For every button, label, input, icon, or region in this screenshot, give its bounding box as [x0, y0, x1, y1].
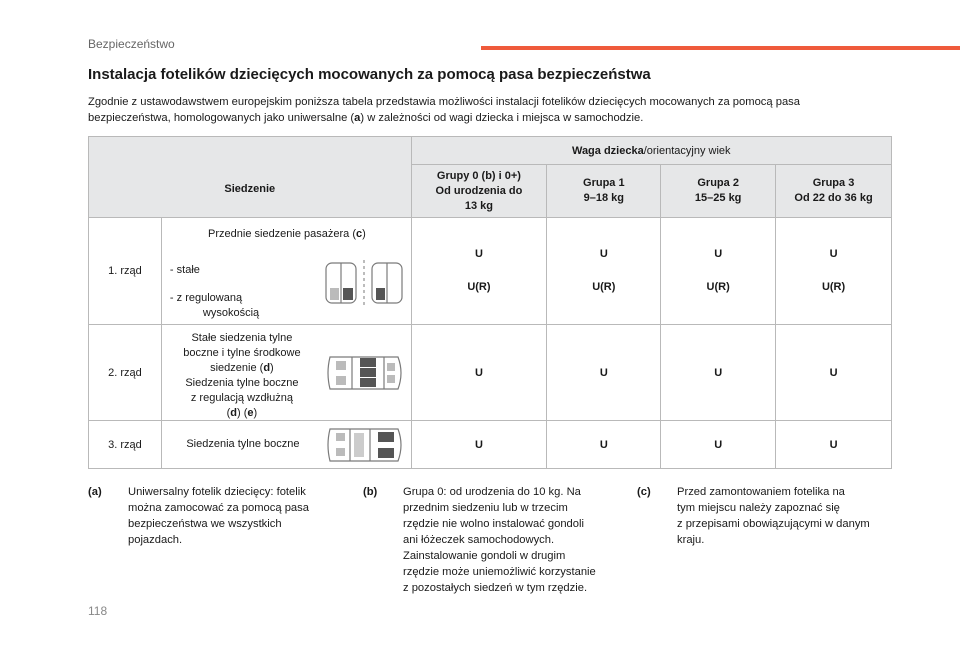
value-cell [547, 218, 661, 325]
seat-desc-line-2: boczne i tylne środkowe [183, 347, 301, 359]
group-0-line-3: 13 kg [464, 199, 494, 212]
row-label: 1. rząd [89, 218, 162, 325]
value-u: U [829, 248, 838, 260]
seat-desc-line-6: (d) (e) [226, 407, 258, 419]
group-header-1 [547, 165, 661, 218]
page-number: 118 [88, 604, 108, 618]
weight-header-bold: Waga dziecka [571, 144, 644, 157]
intro-key-a: a [354, 112, 361, 124]
seat-cell-third-row [161, 421, 411, 469]
value-ur: U(R) [592, 281, 616, 293]
group-1-line-2: 9–18 kg [583, 192, 624, 204]
seat-cell-second-row [161, 325, 411, 421]
value-cell: U [411, 421, 547, 469]
group-0-line-1: Grupy 0 (b) i 0+) [436, 169, 521, 182]
group-3-line-1: Grupa 3 [812, 177, 855, 189]
group-2-line-2: 15–25 kg [694, 192, 742, 204]
key-d: d [230, 407, 238, 419]
footnote-text: Uniwersalny fotelik dziecięcy: fotelik można zamocować za pomocą pasa bezpieczeństwa we wszystkich pojazdach. [128, 486, 309, 546]
value-ur: U(R) [821, 281, 846, 293]
value-cell: U [547, 325, 661, 421]
intro-line-1: Zgodnie z ustawodawstwem europejskim poniższa tabela przedstawia możliwości instalacji fotelików dziecięcych mocowanych za pomocą pasa [88, 96, 800, 108]
row-label: 2. rząd [89, 325, 162, 421]
seat-description: Siedzenia tylne boczne [186, 438, 300, 450]
footnote-text: Grupa 0: od urodzenia do 10 kg. Na przednim siedzeniu lub w trzecim rzędzie nie wolno instalować gondoli ani łóżeczek samochodowych. Zainstalowanie gondoli w drugim rzędzie może uniemożliwić korzystanie z pozostałych siedzeń w tym rzędzie. [403, 486, 596, 594]
value-cell: U [411, 325, 547, 421]
group-header-3 [776, 165, 892, 218]
table-row [89, 325, 892, 421]
car-second-row-icon [324, 351, 406, 395]
section-label: Bezpieczeństwo [88, 37, 175, 51]
footnote-key: (a) [88, 486, 102, 498]
child-seat-table [88, 136, 892, 469]
intro-line-2a: bezpieczeństwa, homologowanych jako uniwersalne ( [88, 112, 355, 124]
seat-desc-line-4: Siedzenia tylne boczne [185, 377, 299, 389]
value-cell [411, 218, 547, 325]
table-row [89, 218, 892, 325]
seat-option-adjustable-2: wysokością [202, 307, 260, 319]
group-1-line-1: Grupa 1 [583, 177, 625, 189]
value-u: U [714, 248, 723, 260]
weight-header-rest: /orientacyjny wiek [643, 144, 731, 157]
weight-header [411, 137, 891, 165]
seat-desc-line-5: z regulacją wzdłużną [190, 392, 293, 404]
group-0-line-2: Od urodzenia do [435, 184, 523, 197]
value-ur: U(R) [467, 281, 491, 293]
value-cell: U [661, 421, 776, 469]
footnote-text: Przed zamontowaniem fotelika na tym miejscu należy zapoznać się z przepisami obowiązującymi w danym kraju. [677, 486, 870, 546]
group-header-0 [411, 165, 547, 218]
key-e: e [247, 407, 254, 419]
value-cell [776, 218, 892, 325]
value-u: U [599, 248, 608, 260]
page-title: Instalacja fotelików dziecięcych mocowanych za pomocą pasa bezpieczeństwa [88, 66, 651, 83]
car-third-row-icon [324, 425, 406, 465]
seat-header: Siedzenie [89, 137, 412, 218]
intro-paragraph [88, 94, 888, 126]
value-ur: U(R) [706, 281, 730, 293]
seat-title-end: ) [362, 228, 366, 240]
intro-line-2b: ) w zależności od wagi dziecka i miejsca w samochodzie. [360, 112, 644, 124]
seat-title-text: Przednie siedzenie pasażera ( [208, 228, 357, 240]
seat-desc-line-1: Stałe siedzenia tylne [191, 332, 293, 344]
seat-option-fixed: - stałe [169, 264, 200, 276]
footnote-key: (b) [363, 486, 378, 498]
row-label: 3. rząd [89, 421, 162, 469]
group-2-line-1: Grupa 2 [697, 177, 739, 189]
seat-option-adjustable: - z regulowaną [169, 292, 243, 304]
value-u: U [474, 248, 483, 260]
value-cell: U [547, 421, 661, 469]
value-cell: U [661, 325, 776, 421]
seat-desc-line-3: siedzenie (d) [210, 362, 274, 374]
value-cell: U [776, 421, 892, 469]
seat-cell-front [161, 218, 411, 325]
group-3-line-2: Od 22 do 36 kg [794, 192, 873, 204]
value-cell: U [776, 325, 892, 421]
table-row [89, 421, 892, 469]
value-cell [661, 218, 776, 325]
header-accent-bar [481, 46, 960, 50]
key-d: d [263, 362, 271, 374]
car-front-seat-icon [324, 260, 406, 306]
seat-title-key: c [356, 228, 363, 240]
seat-title [162, 228, 412, 240]
footnote-key: (c) [637, 486, 651, 498]
group-header-2 [661, 165, 776, 218]
seat-description [168, 331, 316, 421]
